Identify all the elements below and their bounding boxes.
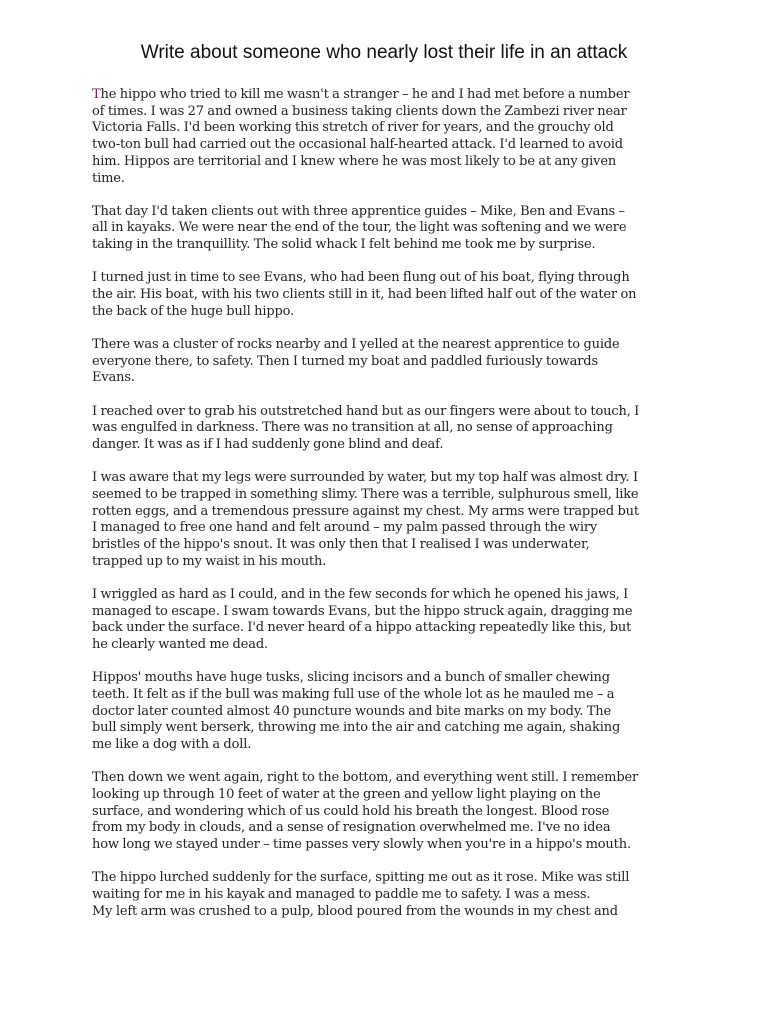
paragraph-line <box>92 504 682 521</box>
line-text: he clearly wanted me dead. <box>92 636 269 652</box>
line-text: the air. His boat, with his two clients still in it, had been lifted half out of the water on <box>92 287 637 303</box>
paragraph-line <box>92 470 682 487</box>
paragraph-line <box>92 204 682 221</box>
line-text: taking in the tranquillity. The solid whack I felt behind me took me by surprise. <box>92 237 596 253</box>
line-text: doctor later counted almost 40 puncture wounds and bite marks on my body. The <box>92 703 612 719</box>
paragraph-line <box>92 554 682 571</box>
paragraph-line <box>92 154 682 171</box>
paragraph-line <box>92 304 682 321</box>
line-text: from my body in clouds, and a sense of resignation overwhelmed me. I've no idea <box>92 820 611 836</box>
story-paragraph <box>92 270 682 320</box>
line-text: There was a cluster of rocks nearby and I yelled at the nearest apprentice to guide <box>92 336 620 352</box>
paragraph-line <box>92 670 682 687</box>
line-text: was engulfed in darkness. There was no transition at all, no sense of approaching <box>92 420 613 436</box>
paragraph-line <box>92 420 682 437</box>
paragraph-line <box>92 120 682 137</box>
line-text: trapped up to my waist in his mouth. <box>92 553 327 569</box>
paragraph-line <box>92 337 682 354</box>
paragraph-line <box>92 587 682 604</box>
line-text: me like a dog with a doll. <box>92 737 252 752</box>
paragraph-line <box>92 171 682 188</box>
paragraph-line <box>92 820 682 837</box>
paragraph-line <box>92 720 682 737</box>
line-text: I managed to free one hand and felt around – my palm passed through the wiry <box>92 520 598 536</box>
story-paragraph <box>92 470 682 570</box>
line-text: waiting for me in his kayak and managed to paddle me to safety. I was a mess. <box>92 886 591 902</box>
line-text: of times. I was 27 and owned a business taking clients down the Zambezi river near <box>92 103 627 119</box>
line-text: Victoria Falls. I'd been working this stretch of river for years, and the grouchy old <box>92 120 614 136</box>
paragraph-line <box>92 287 682 304</box>
paragraph-line <box>92 837 682 854</box>
line-text: he hippo who tried to kill me wasn't a stranger – he and I had met before a number <box>100 87 630 102</box>
paragraph-line <box>92 404 682 421</box>
line-text: I wriggled as hard as I could, and in the few seconds for which he opened his jaws, I <box>92 586 629 602</box>
line-text: I turned just in time to see Evans, who had been flung out of his boat, flying through <box>92 270 630 286</box>
paragraph-line <box>92 770 682 787</box>
paragraph-line <box>92 704 682 721</box>
paragraph-line <box>92 887 682 904</box>
paragraph-line <box>92 787 682 804</box>
paragraph-line <box>92 137 682 154</box>
paragraph-line <box>92 620 682 637</box>
story-paragraph <box>92 770 682 854</box>
story-paragraph <box>92 87 682 187</box>
document-title: Write about someone who nearly lost their life in an attack <box>140 42 628 63</box>
paragraph-line <box>92 737 682 754</box>
line-text: him. Hippos are territorial and I knew where he was most likely to be at any given <box>92 153 617 169</box>
line-text: time. <box>92 170 125 186</box>
line-text: bull simply went berserk, throwing me into the air and catching me again, shaking <box>92 720 621 736</box>
story-paragraph <box>92 404 682 454</box>
line-text: seemed to be trapped in something slimy. There was a terrible, sulphurous smell, like <box>92 486 639 502</box>
line-text: Evans. <box>92 370 135 386</box>
paragraph-line <box>92 370 682 387</box>
story-paragraph <box>92 587 682 654</box>
line-text: Then down we went again, right to the bottom, and everything went still. I remember <box>92 770 639 786</box>
line-text: Hippos' mouths have huge tusks, slicing incisors and a bunch of smaller chewing <box>92 670 610 686</box>
line-text: all in kayaks. We were near the end of the tour, the light was softening and we were <box>92 220 627 236</box>
paragraph-line <box>92 537 682 554</box>
paragraph-line <box>92 87 682 104</box>
line-text: My left arm was crushed to a pulp, blood poured from the wounds in my chest and <box>92 903 618 919</box>
story-paragraph <box>92 204 682 254</box>
line-text: everyone there, to safety. Then I turned my boat and paddled furiously towards <box>92 353 598 369</box>
line-text: I reached over to grab his outstretched hand but as our fingers were about to touch, I <box>92 403 640 419</box>
story-body <box>92 87 682 937</box>
line-text: teeth. It felt as if the bull was making full use of the whole lot as he mauled me – a <box>92 686 615 702</box>
line-text: how long we stayed under – time passes very slowly when you're in a hippo's mouth. <box>92 837 631 853</box>
paragraph-line <box>92 520 682 537</box>
line-text: The hippo lurched suddenly for the surface, spitting me out as it rose. Mike was still <box>92 870 630 886</box>
paragraph-line <box>92 270 682 287</box>
paragraph-line <box>92 437 682 454</box>
line-text: the back of the huge bull hippo. <box>92 303 295 319</box>
first-letter: T <box>92 87 101 102</box>
paragraph-line <box>92 804 682 821</box>
paragraph-line <box>92 687 682 704</box>
paragraph-line <box>92 870 682 887</box>
line-text: back under the surface. I'd never heard of a hippo attacking repeatedly like this, but <box>92 620 632 636</box>
paragraph-line <box>92 354 682 371</box>
story-paragraph <box>92 670 682 754</box>
line-text: That day I'd taken clients out with three apprentice guides – Mike, Ben and Evans – <box>92 203 625 219</box>
line-text: I was aware that my legs were surrounded by water, but my top half was almost dry. I <box>92 470 638 486</box>
line-text: bristles of the hippo's snout. It was only then that I realised I was underwater, <box>92 536 590 552</box>
paragraph-line <box>92 237 682 254</box>
line-text: rotten eggs, and a tremendous pressure against my chest. My arms were trapped but <box>92 503 639 519</box>
line-text: two-ton bull had carried out the occasional half-hearted attack. I'd learned to avoid <box>92 137 623 153</box>
paragraph-line <box>92 220 682 237</box>
story-paragraph <box>92 870 682 920</box>
paragraph-line <box>92 637 682 654</box>
line-text: danger. It was as if I had suddenly gone blind and deaf. <box>92 436 444 452</box>
story-paragraph <box>92 337 682 387</box>
paragraph-line <box>92 904 682 921</box>
line-text: managed to escape. I swam towards Evans, but the hippo struck again, dragging me <box>92 603 633 619</box>
paragraph-line <box>92 104 682 121</box>
paragraph-line <box>92 487 682 504</box>
paragraph-line <box>92 604 682 621</box>
line-text: looking up through 10 feet of water at the green and yellow light playing on the <box>92 786 601 802</box>
line-text: surface, and wondering which of us could hold his breath the longest. Blood rose <box>92 803 610 819</box>
